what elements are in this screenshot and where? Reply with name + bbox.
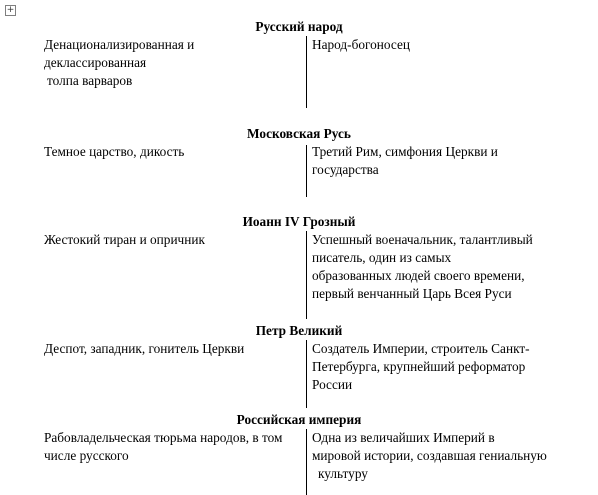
left-text-line: Деспот, западник, гонитель Церкви	[44, 341, 245, 356]
section-heading: Иоанн IV Грозный	[242, 214, 356, 229]
right-cell	[312, 143, 552, 179]
left-cell	[44, 340, 299, 358]
right-text-line: образованных людей своего времени,	[312, 268, 525, 283]
column-divider	[306, 145, 307, 197]
left-text-line: деклассированная	[44, 55, 147, 70]
left-cell	[44, 429, 299, 465]
right-cell	[312, 429, 552, 483]
left-cell	[44, 231, 299, 249]
section-heading: Русский народ	[255, 19, 343, 34]
right-text-line: Народ-богоносец	[312, 37, 410, 52]
right-text-line: культуру	[318, 466, 368, 481]
column-divider	[306, 429, 307, 495]
left-text-line: Жестокий тиран и опричник	[44, 232, 205, 247]
left-cell	[44, 143, 299, 161]
right-text-line: Одна из величайших Империй в	[312, 430, 495, 445]
section-heading: Московская Русь	[247, 126, 351, 141]
section-heading: Петр Великий	[255, 323, 343, 338]
column-divider	[306, 36, 307, 108]
left-cell	[44, 36, 299, 90]
right-cell	[312, 36, 552, 54]
right-text-line: Создатель Империи, строитель Санкт-	[312, 341, 530, 356]
right-text-line: первый венчанный Царь Всея Руси	[312, 286, 512, 301]
right-cell	[312, 231, 552, 303]
left-text-line: Темное царство, дикость	[44, 144, 185, 159]
left-text-line: числе русского	[44, 448, 129, 463]
right-text-line: государства	[312, 162, 379, 177]
right-text-line: Успешный военачальник, талантливый	[312, 232, 533, 247]
left-text-line: толпа варваров	[47, 73, 133, 88]
column-divider	[306, 340, 307, 408]
right-text-line: России	[312, 377, 353, 392]
right-text-line: мировой истории, создавшая гениальную	[312, 448, 547, 463]
left-text-line: Рабовладельческая тюрьма народов, в том	[44, 430, 283, 445]
table-move-handle-icon[interactable]: +	[6, 5, 15, 15]
right-cell	[312, 340, 552, 394]
column-divider	[306, 231, 307, 319]
right-text-line: писатель, один из самых	[312, 250, 452, 265]
section-heading: Российская империя	[236, 412, 362, 427]
right-text-line: Третий Рим, симфония Церкви и	[312, 144, 498, 159]
left-text-line: Денационализированная и	[44, 37, 195, 52]
right-text-line: Петербурга, крупнейший реформатор	[312, 359, 526, 374]
